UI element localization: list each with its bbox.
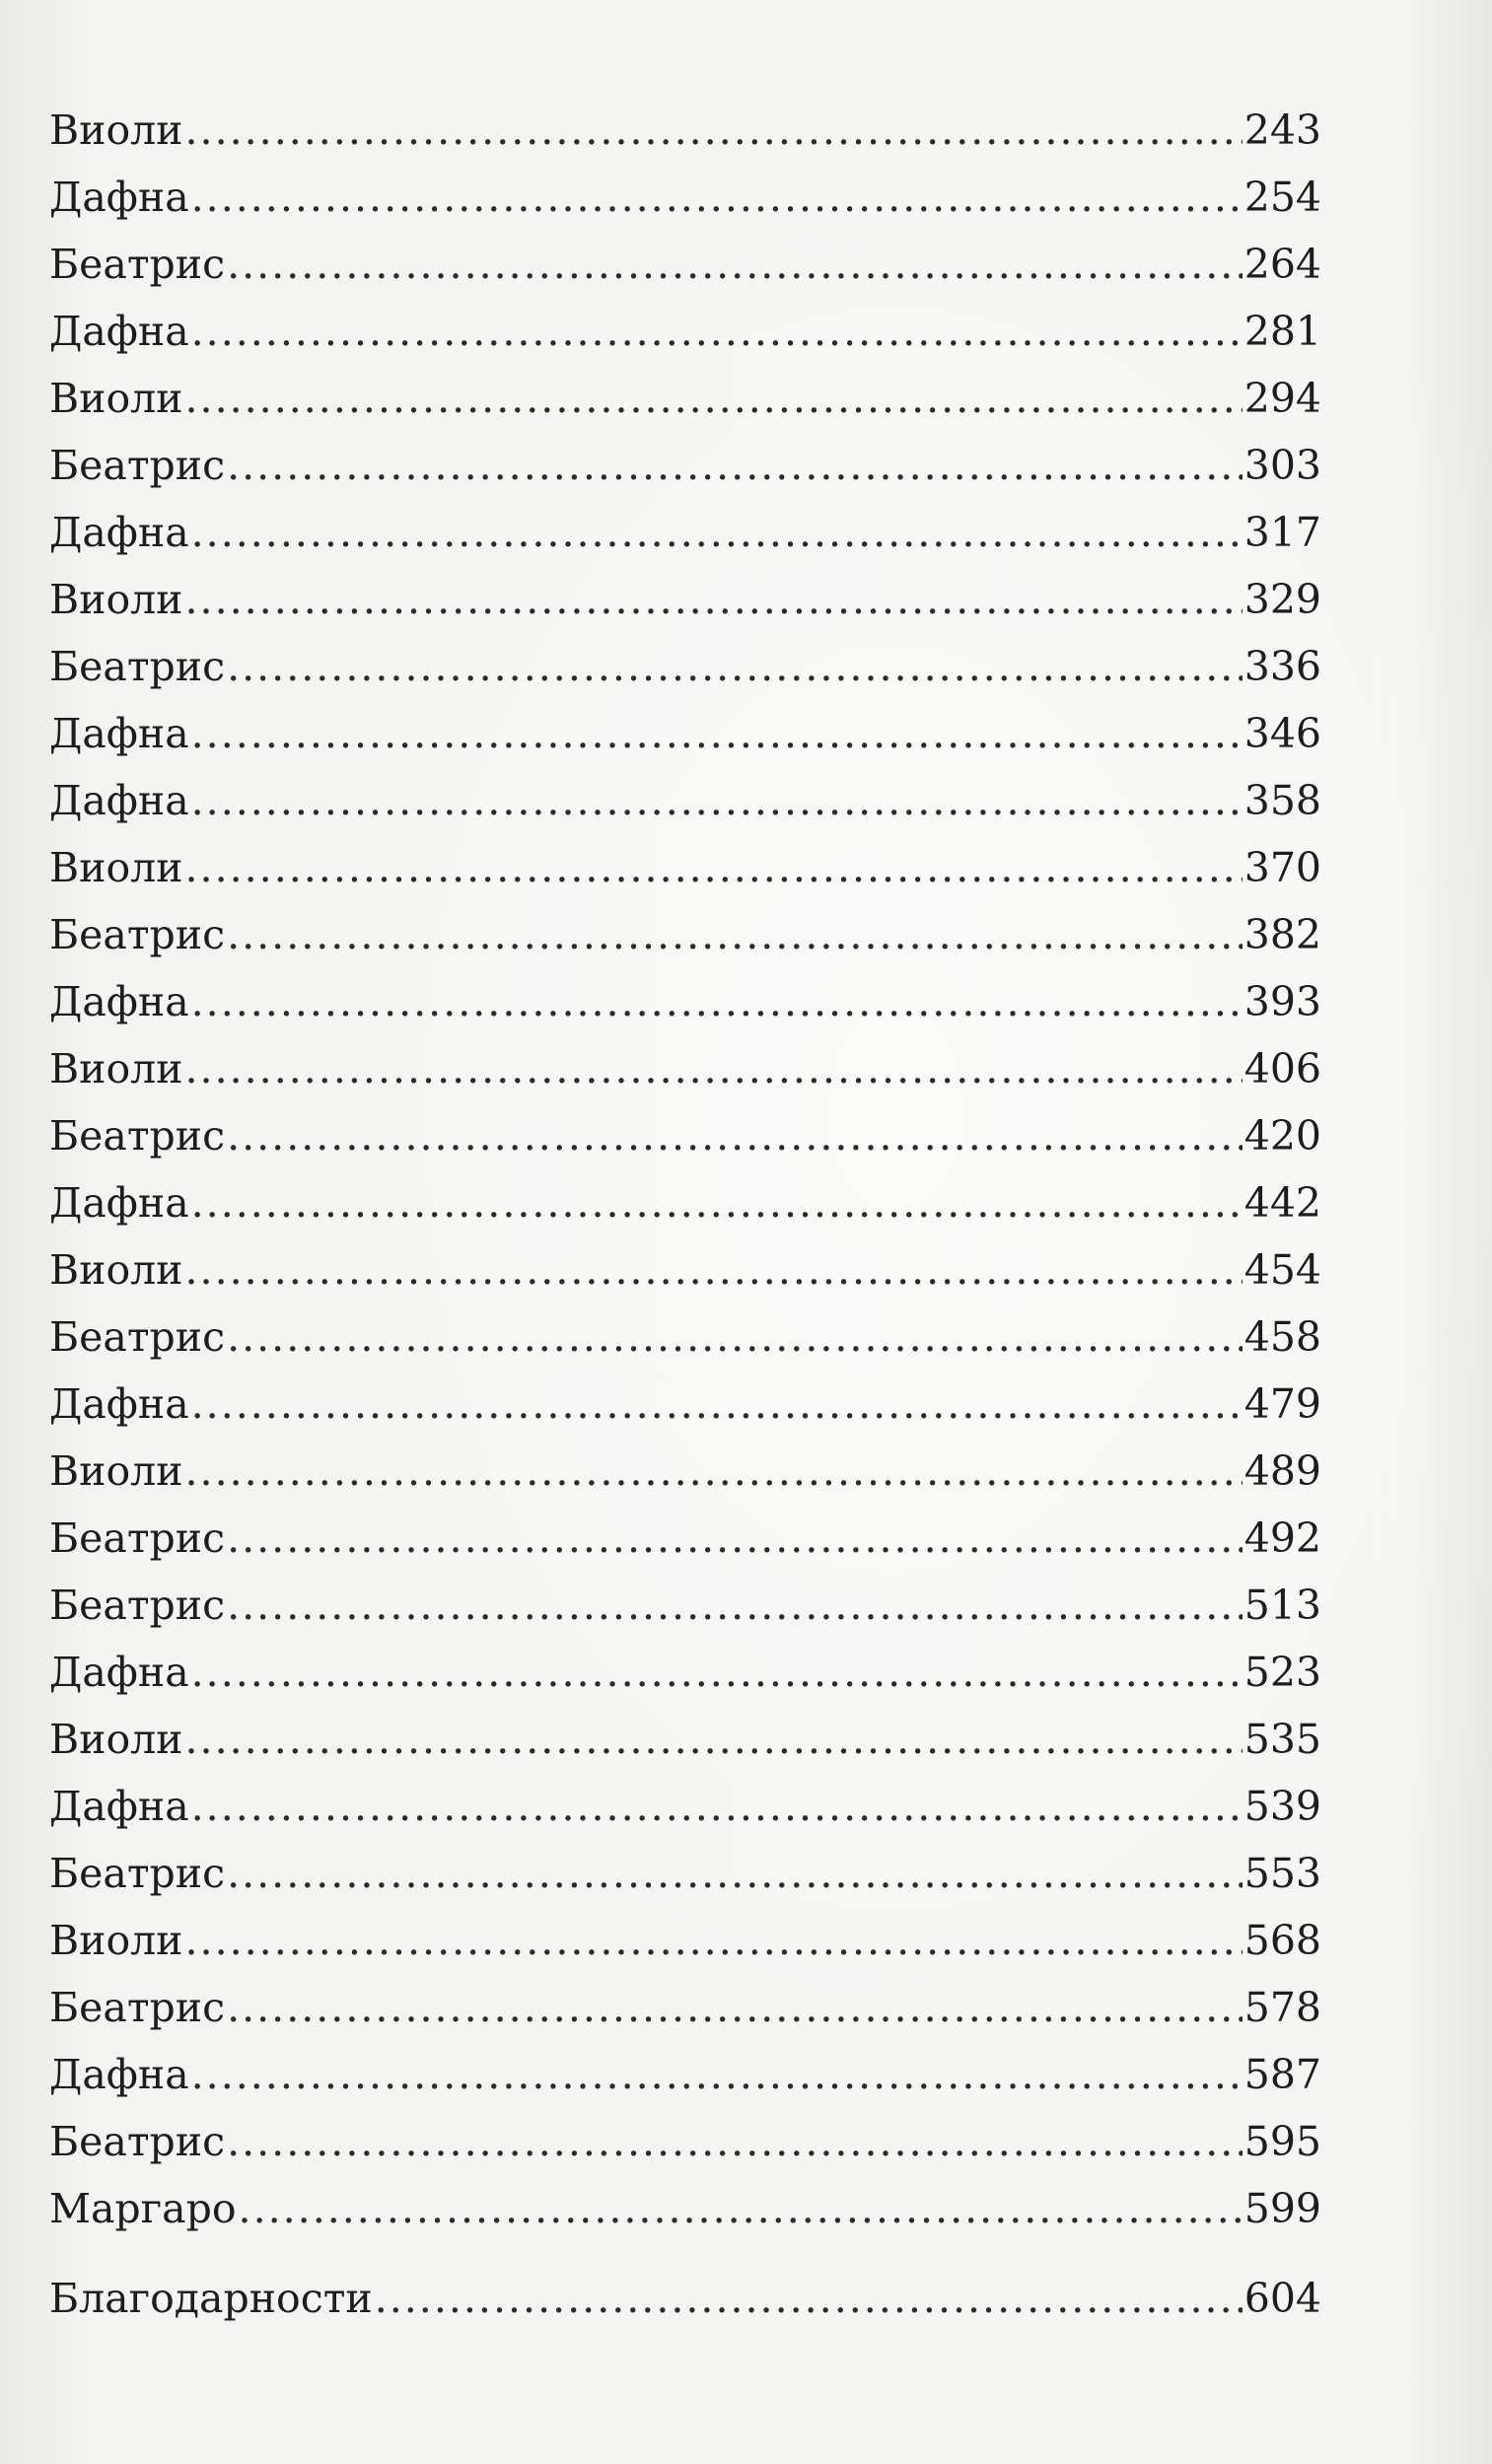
toc-entry-page-number: 281 [1243,308,1321,355]
toc-entry-title: Беатрис [49,1850,226,1897]
toc-entry-page-number: 492 [1243,1514,1321,1562]
toc-entry-page-number: 382 [1243,911,1321,958]
toc-entry [49,442,1321,509]
toc-entry-page-number: 513 [1243,1582,1321,1629]
toc-entry-title: Виоли [49,1246,183,1294]
toc-entry [49,576,1321,643]
toc-entry-page-number: 370 [1243,844,1321,891]
toc-dot-leader [191,509,1243,556]
toc-dot-leader [191,2051,1243,2098]
toc-entry [49,241,1321,308]
toc-entry [49,375,1321,442]
toc-entry-page-number: 317 [1243,509,1321,556]
toc-entry-page-number: 604 [1243,2275,1321,2322]
toc-entry-page-number: 595 [1243,2118,1321,2165]
toc-entry-title: Беатрис [49,442,226,489]
toc-entry [49,174,1321,241]
toc-entry-page-number: 535 [1243,1716,1321,1763]
toc-dot-leader [191,710,1243,757]
toc-entry-title: Дафна [49,978,189,1025]
toc-entry-title: Виоли [49,1917,183,1964]
toc-entry [49,1783,1321,1850]
toc-entry [49,1649,1321,1716]
toc-entry-page-number: 568 [1243,1917,1321,1964]
toc-dot-leader [185,1917,1243,1964]
toc-entry-page-number: 358 [1243,777,1321,824]
toc-dot-leader [227,442,1243,489]
toc-dot-leader [227,241,1243,288]
toc-entry-page-number: 539 [1243,1783,1321,1830]
toc-entry [49,643,1321,710]
toc-entry-title: Виоли [49,1716,183,1763]
toc-entry-page-number: 458 [1243,1313,1321,1361]
toc-entry [49,106,1321,174]
toc-entry-title: Виоли [49,1447,183,1495]
toc-dot-leader [185,1045,1243,1092]
toc-entry-page-number: 523 [1243,1649,1321,1696]
toc-entry [49,2185,1321,2252]
toc-entry-title: Дафна [49,174,189,221]
toc-entry [49,2118,1321,2185]
toc-dot-leader [191,1380,1243,1428]
toc-entry-page-number: 264 [1243,241,1321,288]
toc-entry-page-number: 578 [1243,1984,1321,2031]
toc-entry-title: Дафна [49,509,189,556]
toc-entry-page-number: 479 [1243,1380,1321,1428]
toc-entry-page-number: 587 [1243,2051,1321,2098]
toc-entry [49,1179,1321,1246]
toc-entry [49,1380,1321,1447]
toc-entry-title: Виоли [49,106,183,154]
toc-dot-leader [185,1447,1243,1495]
toc-dot-leader [185,106,1243,154]
toc-entry-title: Маргаро [49,2185,237,2232]
toc-entry-page-number: 454 [1243,1246,1321,1294]
toc-entry-page-number: 329 [1243,576,1321,623]
toc-entry-page-number: 303 [1243,442,1321,489]
toc-entry-page-number: 346 [1243,710,1321,757]
toc-entry-title: Беатрис [49,1582,226,1629]
toc-dot-leader [191,978,1243,1025]
toc-entry-page-number: 294 [1243,375,1321,422]
toc-entry [49,1313,1321,1380]
toc-entry [49,1716,1321,1783]
toc-entry-title: Беатрис [49,1984,226,2031]
toc-entry-title: Беатрис [49,2118,226,2165]
toc-entry-title: Дафна [49,1783,189,1830]
toc-entry [49,911,1321,978]
toc-entry-page-number: 599 [1243,2185,1321,2232]
toc-entry-title: Виоли [49,375,183,422]
toc-entry-title: Виоли [49,844,183,891]
toc-dot-leader [185,576,1243,623]
toc-entry-page-number: 243 [1243,106,1321,154]
toc-dot-leader [191,308,1243,355]
toc-entry [49,844,1321,911]
toc-entry [49,2275,1321,2342]
toc-entry-title: Дафна [49,308,189,355]
toc-entry [49,1582,1321,1649]
toc-dot-leader [375,2275,1243,2322]
toc-entry-title: Беатрис [49,1112,226,1160]
toc-entry-title: Беатрис [49,643,226,690]
toc-dot-leader [191,174,1243,221]
toc-entry [49,978,1321,1045]
toc-entry-title: Дафна [49,1649,189,1696]
toc-dot-leader [227,1514,1243,1562]
toc-entry-title: Беатрис [49,241,226,288]
toc-entry-title: Виоли [49,1045,183,1092]
toc-entry-page-number: 420 [1243,1112,1321,1160]
toc-entry-page-number: 489 [1243,1447,1321,1495]
toc-entry [49,777,1321,844]
toc-dot-leader [191,777,1243,824]
toc-entry-title: Беатрис [49,1514,226,1562]
toc-entry [49,1850,1321,1917]
toc-entry [49,1112,1321,1179]
toc-entry [49,1045,1321,1112]
toc-dot-leader [227,2118,1243,2165]
toc-entry-title: Виоли [49,576,183,623]
table-of-contents [49,106,1321,2342]
toc-entry-title: Беатрис [49,911,226,958]
toc-entry [49,710,1321,777]
toc-dot-leader [227,643,1243,690]
toc-entry [49,1246,1321,1313]
toc-dot-leader [227,1850,1243,1897]
toc-entry-title: Дафна [49,1179,189,1227]
toc-entry-title: Дафна [49,710,189,757]
toc-dot-leader [227,1313,1243,1361]
toc-entry-title: Дафна [49,2051,189,2098]
toc-entry-title: Дафна [49,1380,189,1428]
toc-entry-page-number: 393 [1243,978,1321,1025]
toc-entry-page-number: 336 [1243,643,1321,690]
toc-dot-leader [227,911,1243,958]
toc-dot-leader [185,1246,1243,1294]
toc-entry [49,1984,1321,2051]
toc-entry [49,308,1321,375]
toc-dot-leader [227,1582,1243,1629]
toc-entry-title: Дафна [49,777,189,824]
toc-entry [49,509,1321,576]
toc-entry-title: Беатрис [49,1313,226,1361]
toc-entry-page-number: 442 [1243,1179,1321,1227]
toc-entry-page-number: 406 [1243,1045,1321,1092]
toc-dot-leader [185,844,1243,891]
toc-dot-leader [227,1984,1243,2031]
toc-dot-leader [191,1649,1243,1696]
toc-entry [49,1447,1321,1514]
toc-entry [49,2051,1321,2118]
toc-entry-title: Благодарности [49,2275,373,2322]
toc-entry [49,1514,1321,1582]
toc-dot-leader [185,375,1243,422]
toc-dot-leader [185,1716,1243,1763]
toc-dot-leader [191,1179,1243,1227]
toc-dot-leader [191,1783,1243,1830]
toc-dot-leader [239,2185,1243,2232]
toc-entry-page-number: 553 [1243,1850,1321,1897]
toc-entry [49,1917,1321,1984]
toc-dot-leader [227,1112,1243,1160]
toc-entry-page-number: 254 [1243,174,1321,221]
